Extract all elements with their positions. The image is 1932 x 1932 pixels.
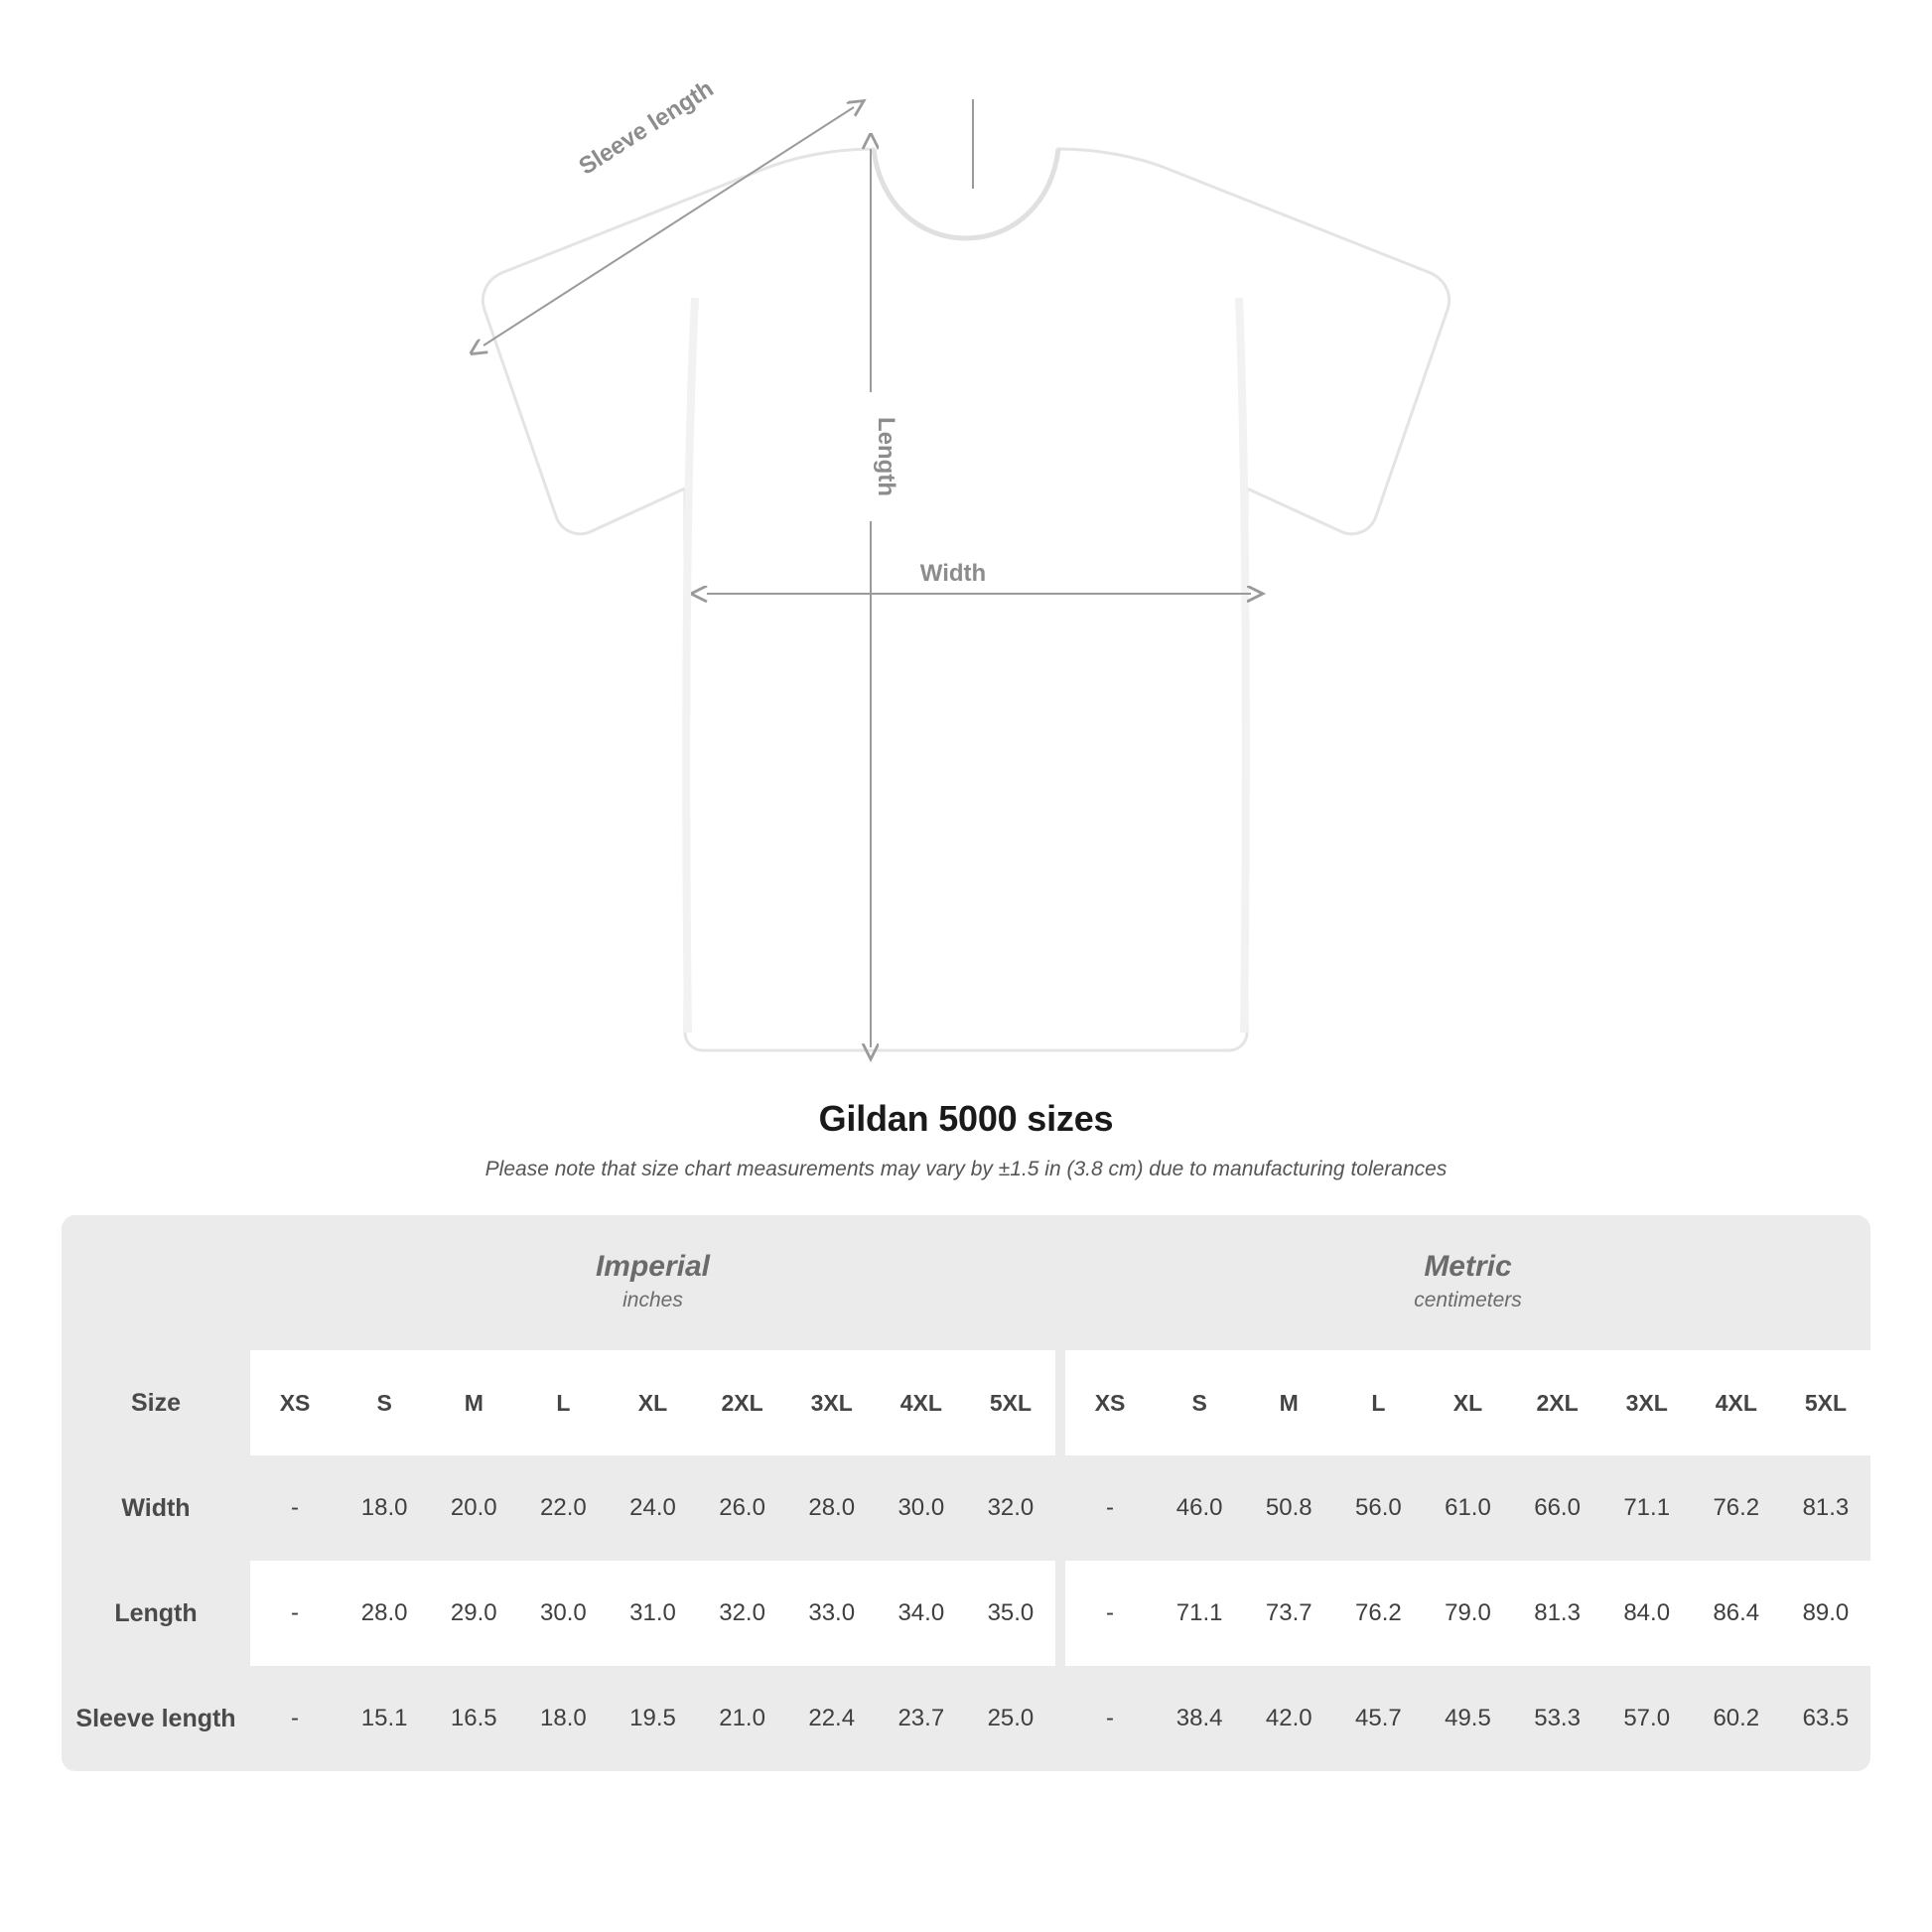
width-label: Width: [919, 560, 987, 587]
cell-sleeve-imp-3xl: 22.4: [787, 1666, 877, 1771]
cell-width-met-3xl: 71.1: [1602, 1455, 1692, 1561]
cell-width-met-m: 50.8: [1244, 1455, 1333, 1561]
cell-sleeve-imp-xl: 19.5: [608, 1666, 697, 1771]
cell-width-met-xl: 61.0: [1423, 1455, 1512, 1561]
size-header-imperial-5xl: 5XL: [966, 1350, 1055, 1455]
size-header-imperial-xl: XL: [608, 1350, 697, 1455]
cell-length-met-s: 71.1: [1155, 1561, 1244, 1666]
size-header-metric-xl: XL: [1423, 1350, 1512, 1455]
cell-length-imp-5xl: 35.0: [966, 1561, 1055, 1666]
size-header-imperial-4xl: 4XL: [877, 1350, 966, 1455]
cell-sleeve-imp-4xl: 23.7: [877, 1666, 966, 1771]
size-table: [62, 1215, 1870, 1771]
size-header-row: [62, 1350, 1870, 1455]
row-label-length: Length: [62, 1561, 250, 1666]
cell-length-met-4xl: 86.4: [1692, 1561, 1781, 1666]
size-header-imperial-s: S: [340, 1350, 429, 1455]
cell-length-met-5xl: 89.0: [1781, 1561, 1870, 1666]
cell-width-imp-s: 18.0: [340, 1455, 429, 1561]
cell-width-imp-xs: -: [250, 1455, 340, 1561]
cell-width-imp-l: 22.0: [518, 1455, 608, 1561]
page-title: Gildan 5000 sizes: [818, 1098, 1114, 1139]
cell-width-met-5xl: 81.3: [1781, 1455, 1870, 1561]
size-header-imperial-3xl: 3XL: [787, 1350, 877, 1455]
cell-length-met-3xl: 84.0: [1602, 1561, 1692, 1666]
table-row: [62, 1561, 1870, 1666]
cell-sleeve-met-xs: -: [1065, 1666, 1155, 1771]
unit-metric: [1065, 1215, 1870, 1350]
cell-sleeve-imp-s: 15.1: [340, 1666, 429, 1771]
cell-length-imp-m: 29.0: [429, 1561, 518, 1666]
size-header-gap: [1055, 1350, 1065, 1455]
unit-metric-sub: centimeters: [1414, 1288, 1522, 1311]
cell-width-imp-5xl: 32.0: [966, 1455, 1055, 1561]
size-table-wrapper: [62, 1215, 1870, 1771]
tshirt-shape: [483, 149, 1449, 1050]
row-label-width: Width: [62, 1455, 250, 1561]
cell-width-imp-3xl: 28.0: [787, 1455, 877, 1561]
cell-width-imp-4xl: 30.0: [877, 1455, 966, 1561]
cell-width-met-l: 56.0: [1333, 1455, 1423, 1561]
cell-sleeve-met-l: 45.7: [1333, 1666, 1423, 1771]
size-label: Size: [62, 1350, 250, 1455]
unit-metric-title: Metric: [1424, 1250, 1512, 1283]
cell-length-imp-4xl: 34.0: [877, 1561, 966, 1666]
cell-sleeve-met-5xl: 63.5: [1781, 1666, 1870, 1771]
cell-length-imp-xs: -: [250, 1561, 340, 1666]
cell-sleeve-met-m: 42.0: [1244, 1666, 1333, 1771]
row-gap: [1055, 1561, 1065, 1666]
cell-width-met-4xl: 76.2: [1692, 1455, 1781, 1561]
cell-sleeve-met-2xl: 53.3: [1513, 1666, 1602, 1771]
unit-spacer: [62, 1215, 250, 1350]
cell-width-met-s: 46.0: [1155, 1455, 1244, 1561]
size-header-imperial-xs: XS: [250, 1350, 340, 1455]
row-label-sleeve-length: Sleeve length: [62, 1666, 250, 1771]
cell-length-imp-3xl: 33.0: [787, 1561, 877, 1666]
unit-imperial-sub: inches: [622, 1288, 683, 1311]
cell-length-met-m: 73.7: [1244, 1561, 1333, 1666]
size-header-imperial-m: M: [429, 1350, 518, 1455]
cell-length-imp-xl: 31.0: [608, 1561, 697, 1666]
cell-sleeve-imp-l: 18.0: [518, 1666, 608, 1771]
cell-width-imp-m: 20.0: [429, 1455, 518, 1561]
cell-length-imp-2xl: 32.0: [698, 1561, 787, 1666]
size-header-metric-l: L: [1333, 1350, 1423, 1455]
size-header-imperial-2xl: 2XL: [698, 1350, 787, 1455]
row-gap: [1055, 1455, 1065, 1561]
size-header-metric-3xl: 3XL: [1602, 1350, 1692, 1455]
cell-width-imp-xl: 24.0: [608, 1455, 697, 1561]
cell-length-met-xs: -: [1065, 1561, 1155, 1666]
cell-width-met-xs: -: [1065, 1455, 1155, 1561]
cell-sleeve-met-3xl: 57.0: [1602, 1666, 1692, 1771]
cell-sleeve-met-xl: 49.5: [1423, 1666, 1512, 1771]
cell-width-met-2xl: 66.0: [1513, 1455, 1602, 1561]
size-header-imperial-l: L: [518, 1350, 608, 1455]
table-row: [62, 1666, 1870, 1771]
table-row: [62, 1455, 1870, 1561]
size-header-metric-xs: XS: [1065, 1350, 1155, 1455]
cell-sleeve-met-s: 38.4: [1155, 1666, 1244, 1771]
cell-sleeve-imp-m: 16.5: [429, 1666, 518, 1771]
cell-width-imp-2xl: 26.0: [698, 1455, 787, 1561]
cell-sleeve-imp-5xl: 25.0: [966, 1666, 1055, 1771]
row-gap: [1055, 1666, 1065, 1771]
cell-length-met-2xl: 81.3: [1513, 1561, 1602, 1666]
unit-gap: [1055, 1215, 1065, 1350]
size-header-metric-4xl: 4XL: [1692, 1350, 1781, 1455]
cell-sleeve-imp-2xl: 21.0: [698, 1666, 787, 1771]
size-header-metric-5xl: 5XL: [1781, 1350, 1870, 1455]
cell-sleeve-met-4xl: 60.2: [1692, 1666, 1781, 1771]
unit-header-row: [62, 1215, 1870, 1350]
tolerance-note: Please note that size chart measurements may vary by ±1.5 in (3.8 cm) due to manufacturing tolerances: [484, 1158, 1448, 1180]
unit-imperial: [250, 1215, 1055, 1350]
cell-length-imp-l: 30.0: [518, 1561, 608, 1666]
cell-length-met-xl: 79.0: [1423, 1561, 1512, 1666]
length-label: Length: [873, 417, 899, 496]
unit-imperial-title: Imperial: [595, 1250, 711, 1283]
cell-length-met-l: 76.2: [1333, 1561, 1423, 1666]
size-header-metric-s: S: [1155, 1350, 1244, 1455]
size-header-metric-2xl: 2XL: [1513, 1350, 1602, 1455]
cell-length-imp-s: 28.0: [340, 1561, 429, 1666]
cell-sleeve-imp-xs: -: [250, 1666, 340, 1771]
size-header-metric-m: M: [1244, 1350, 1333, 1455]
sleeve-length-label: Sleeve length: [574, 74, 719, 181]
